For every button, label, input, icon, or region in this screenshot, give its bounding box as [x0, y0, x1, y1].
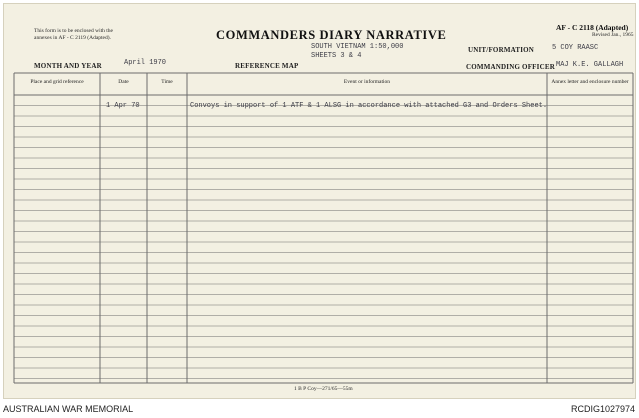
- enclosure-note-line2: annexes in AF - C 2119 (Adapted).: [34, 35, 111, 41]
- reference-map-value-line2: SHEETS 3 & 4: [311, 52, 362, 60]
- month-year-label: MONTH AND YEAR: [34, 62, 102, 70]
- column-header-event: Event or information: [343, 79, 391, 85]
- revision-date: Revised Jan., 1965: [592, 32, 634, 38]
- ruled-table-grid: [4, 4, 637, 400]
- column-header-time: Time: [161, 79, 173, 85]
- footer-record-id: RCDIG1027974: [570, 404, 635, 414]
- reference-map-value-line1: SOUTH VIETNAM 1:50,000: [311, 43, 404, 51]
- commanding-officer-value: MAJ K.E. GALLAGH: [556, 61, 624, 69]
- entry-event: Convoys in support of 1 ATF & 1 ALSG in accordance with attached G3 and Orders Sheet.: [190, 102, 548, 110]
- unit-formation-value: 5 COY RAASC: [552, 44, 599, 52]
- enclosure-note-line1: This form is to be enclosed with the: [34, 28, 113, 34]
- form-number: AF - C 2118 (Adapted): [556, 23, 629, 32]
- month-year-value: April 1970: [124, 59, 167, 67]
- reference-map-label: REFERENCE MAP: [235, 62, 299, 70]
- commanding-officer-label: COMMANDING OFFICER: [466, 63, 555, 71]
- column-header-date: Date: [118, 79, 129, 85]
- diary-form-sheet: [3, 3, 636, 399]
- form-title: COMMANDERS DIARY NARRATIVE: [216, 28, 447, 42]
- column-header-place: Place and grid reference: [30, 79, 84, 85]
- unit-formation-label: UNIT/FORMATION: [468, 46, 535, 54]
- printer-code: 1 B P Coy—271/65—55m: [294, 386, 353, 392]
- column-header-annex: Annex letter and enclosure number: [551, 79, 629, 85]
- entry-date: 1 Apr 70: [106, 102, 140, 110]
- archive-footer: [0, 402, 639, 418]
- footer-institution: AUSTRALIAN WAR MEMORIAL: [3, 404, 134, 414]
